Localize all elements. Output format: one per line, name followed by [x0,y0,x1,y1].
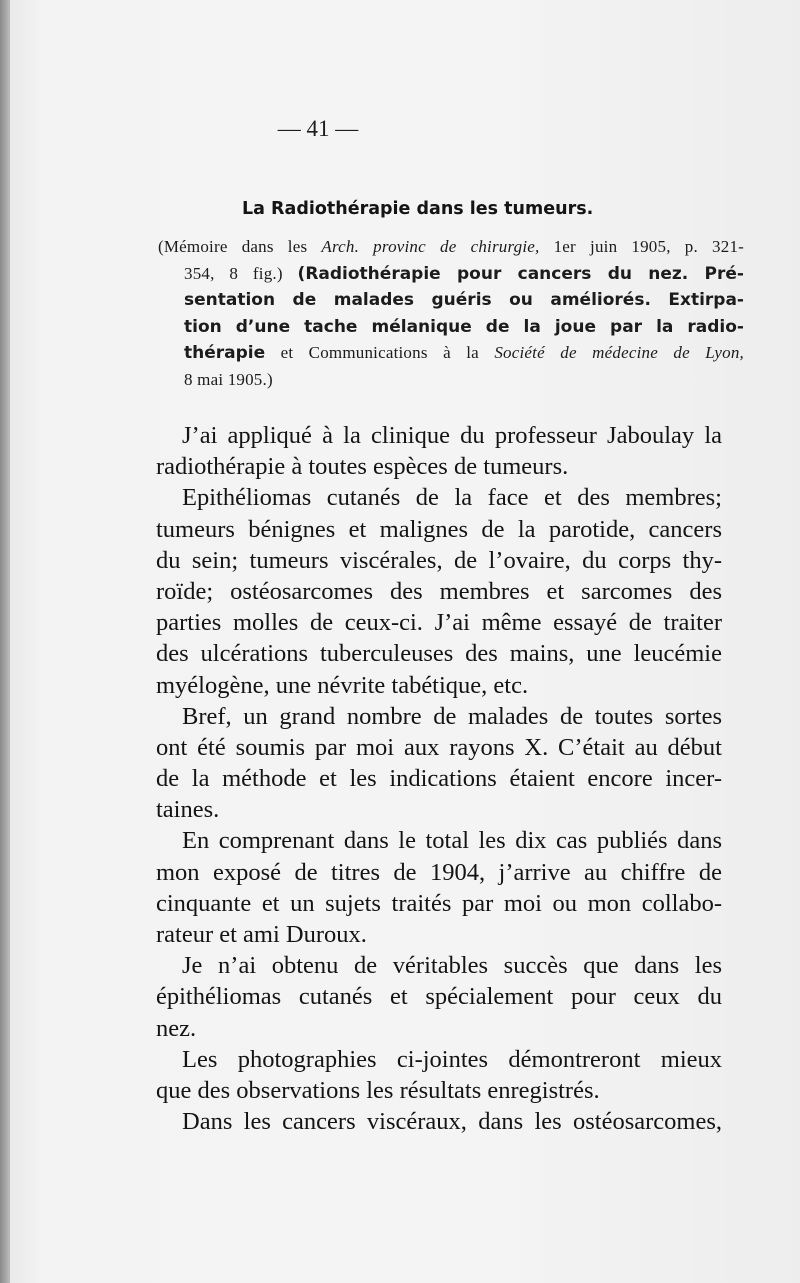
text-line: que des observations les résultats enregistrés. [156,1076,600,1104]
text-line: Bref, un grand nombre de malades de toutes sortes [182,702,722,730]
text-line: mon exposé de titres de 1904, j’arrive au chiffre de [156,858,722,886]
text-line: Je n’ai obtenu de véritables succès que dans les [182,952,722,980]
text-line: cinquante et un sujets traités par moi ou mon collabo- [156,889,722,917]
section-heading: La Radiothérapie dans les tumeurs. [242,199,594,219]
text-line: Epithéliomas cutanés de la face et des membres; [182,484,722,512]
reference-line: tion d’une tache mélanique de la joue par la radio- [184,316,744,337]
text-line: J’ai appliqué à la clinique du professeur Jaboulay la [182,422,722,449]
text-line: ont été soumis par moi aux rayons X. C’était au début [156,733,722,761]
reference-line: thérapie et Communications à la Société de médecine de Lyon, [184,343,744,363]
reference-line: (Mémoire dans les Arch. provinc de chirurgie, 1er juin 1905, p. 321- [158,237,744,256]
bibliographic-reference [158,234,744,393]
society-name: Société de médecine de Lyon, [494,343,744,362]
reference-line: 8 mai 1905.) [184,369,273,389]
text-line: radiothérapie à toutes espèces de tumeurs. [156,453,569,481]
reference-line: sentation de malades guéris ou améliorés. Extirpa- [184,290,744,310]
text-line: des ulcérations tuberculeuses des mains, une leucémie [156,640,722,668]
journal-title: Arch. provinc de chirurgie, [321,237,540,256]
text-line: du sein; tumeurs viscérales, de l’ovaire, du corps thy- [156,546,722,574]
text-line: myélogène, une névrite tabétique, etc. [156,671,529,699]
text-line: épithéliomas cutanés et spécialement pour ceux du [156,983,722,1011]
text-line: tumeurs bénignes et malignes de la parotide, cancers [156,515,722,543]
text-line: rateur et ami Duroux. [156,921,367,948]
text-line: En comprenant dans le total les dix cas publiés dans [182,827,722,855]
reference-line: 354, 8 fig.) (Radiothérapie pour cancers du nez. Pré- [184,263,744,284]
text-line: nez. [156,1014,197,1042]
text-line: parties molles de ceux-ci. J’ai même essayé de traiter [156,609,722,637]
book-spine-shadow [0,0,10,1283]
page-number: — 41 — [277,116,359,141]
text-line: roïde; ostéosarcomes des membres et sarcomes des [156,577,722,605]
text-line: de la méthode et les indications étaient encore incer- [156,765,722,793]
text-line: Les photographies ci-jointes démontreront mieux [182,1045,722,1073]
text-line: taines. [156,796,220,824]
text-line: Dans les cancers viscéraux, dans les ostéosarcomes, [182,1108,722,1136]
book-page [10,0,800,1283]
body-text [156,420,722,1137]
